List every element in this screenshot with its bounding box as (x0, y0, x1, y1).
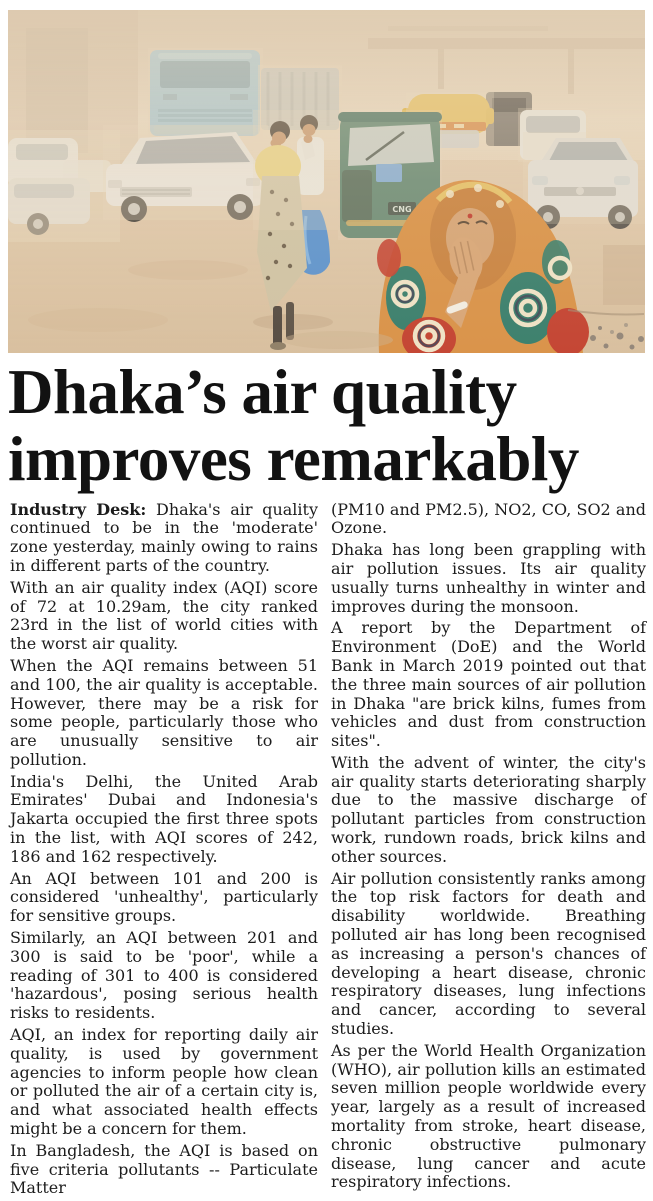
paragraph: With an air quality index (AQI) score of 72 at 10.29am, the city ranked 23rd in the list of world cities with the worst air quality. (10, 577, 318, 654)
article-headline: Dhaka’s air quality improves remarkably (8, 357, 579, 494)
article-column-left (10, 501, 318, 1201)
photo-haze-overlay (8, 10, 645, 353)
paragraph: A report by the Department of Environment (DoE) and the World Bank in March 2019 pointed out that the three main sources of air pollution in Dhaka "are brick kilns, fumes from vehicles and dust from construction sites". (331, 618, 646, 751)
article-column-right (331, 501, 646, 1201)
paragraph: (PM10 and PM2.5), NO2, CO, SO2 and Ozone. (331, 499, 646, 538)
paragraph: As per the World Health Organization (WHO), air pollution kills an estimated seven million people worldwide every year, largely as a result of increased mortality from stroke, heart disease, chronic obstructive pulmonary disease, lung cancer and acute respiratory infections. (331, 1040, 646, 1192)
paragraph: India's Delhi, the United Arab Emirates' Dubai and Indonesia's Jakarta occupied the first three spots in the list, with AQI scores of 242, 186 and 162 respectively. (10, 771, 318, 866)
article-page (0, 10, 653, 1198)
paragraph-lead (10, 501, 318, 576)
paragraph: When the AQI remains between 51 and 100, the air quality is acceptable. However, there may be a risk for some people, particularly those who are unusually sensitive to air pollution. (10, 655, 318, 769)
paragraph: AQI, an index for reporting daily air quality, is used by government agencies to inform people how clean or polluted the air of a certain city is, and what associated health effects might be a concern for them. (10, 1025, 318, 1139)
byline-desk-label: Industry Desk: (10, 499, 147, 519)
paragraph: With the advent of winter, the city's air quality starts deteriorating sharply due to the massive discharge of pollutant particles from construction work, rundown roads, brick kilns and other sources. (331, 752, 646, 866)
news-photo (8, 10, 645, 353)
paragraph: Dhaka has long been grappling with air pollution issues. Its air quality usually turns unhealthy in winter and improves during the monsoon. (331, 540, 646, 616)
news-photo-scene (8, 10, 645, 353)
paragraph: An AQI between 101 and 200 is considered 'unhealthy', particularly for sensitive groups. (10, 868, 318, 926)
paragraph: Air pollution consistently ranks among the top risk factors for death and disability worldwide. Breathing polluted air has long been recognised as increasing a person's chances of developing a heart disease, chronic respiratory diseases, lung infections and cancer, according to several studies. (331, 868, 646, 1039)
paragraph: Similarly, an AQI between 201 and 300 is said to be 'poor', while a reading of 301 to 400 is considered 'hazardous', posing serious health risks to residents. (10, 928, 318, 1023)
paragraph-lead-text: Dhaka's air quality continued to be in the 'moderate' zone yesterday, mainly owing to rains in different parts of the country. (10, 499, 318, 575)
article-body (10, 501, 645, 1201)
paragraph: In Bangladesh, the AQI is based on five criteria pollutants -- Particulate Matter (10, 1140, 318, 1198)
